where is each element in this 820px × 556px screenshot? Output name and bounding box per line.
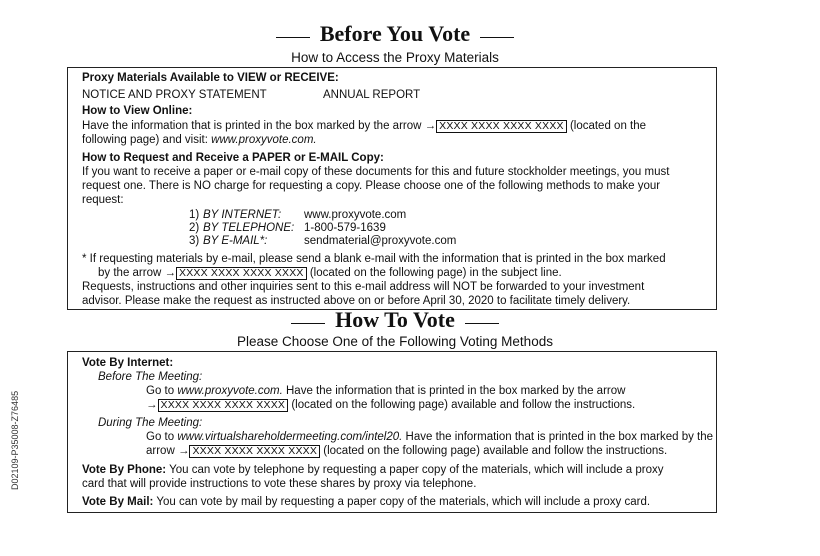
method-2-value[interactable]: 1-800-579-1639 [304, 222, 386, 234]
method-3-num: 3) [189, 235, 200, 247]
doc-annual-report: ANNUAL REPORT [323, 89, 421, 101]
email-note-line-4: advisor. Please make the request as instructed above on or before April 30, 2020 to facilitate timely delivery. [82, 295, 631, 307]
virtual-meeting-link[interactable]: www.virtualshareholdermeeting.com/intel20. [177, 431, 403, 443]
vote-phone-line-1 [82, 463, 664, 477]
doc-notice: NOTICE AND PROXY STATEMENT [82, 89, 267, 101]
proxyvote-link[interactable]: www.proxyvote.com. [177, 385, 283, 397]
request-line-1: If you want to receive a paper or e-mail copy of these documents for this and future stockholder meetings, you must [82, 166, 670, 178]
email-note-line-3: Requests, instructions and other inquiries sent to this e-mail address will NOT be forwarded to your investment [82, 281, 645, 293]
during-meeting-label: During The Meeting: [98, 417, 203, 429]
note-by: by [98, 267, 111, 279]
vote-phone-heading: Vote By Phone: [82, 464, 167, 476]
request-line-3: request: [82, 194, 124, 206]
section-subtitle: Please Choose One of the Following Voting Methods [237, 334, 553, 349]
view-online-text [82, 119, 646, 133]
request-heading: How to Request and Receive a PAPER or E-MAIL Copy: [82, 152, 384, 164]
before-instructions: Have the information that is printed in the box marked by the arrow [286, 385, 626, 397]
during-instructions: Have the information that is printed in the box marked by the [405, 431, 714, 443]
section-subtitle: How to Access the Proxy Materials [291, 50, 499, 65]
arrow-icon: → [146, 399, 158, 411]
vote-phone-text: You can vote by telephone by requesting a paper copy of the materials, which will include a proxy [169, 464, 664, 476]
before-you-vote-heading [0, 21, 790, 46]
view-online-text-cont [82, 133, 317, 147]
section-title: Before You Vote [319, 21, 471, 46]
go-to-text: Go to [146, 385, 175, 397]
control-number-box: XXXX XXXX XXXX XXXX [176, 267, 307, 280]
note-subject-text: (located on the following page) in the subject line. [309, 267, 562, 279]
before-meeting-text-1 [146, 384, 625, 398]
document-code: D02109-P35008-Z76485 [10, 390, 20, 490]
method-3-value[interactable]: sendmaterial@proxyvote.com [304, 235, 457, 247]
during-meeting-text-2 [146, 444, 667, 458]
vote-mail-text: You can vote by mail by requesting a paper copy of the materials, which will include a proxy card. [156, 496, 651, 508]
vote-mail-heading: Vote By Mail: [82, 496, 154, 508]
heading-rule-right [480, 37, 514, 38]
vote-internet-heading: Vote By Internet: [82, 357, 174, 369]
request-line-2: request one. There is NO charge for requesting a copy. Please choose one of the following methods to make your [82, 180, 661, 192]
email-note-line-2 [98, 266, 562, 280]
email-note-line-1: * If requesting materials by e-mail, please send a blank e-mail with the information that is printed in the box marked [82, 253, 666, 265]
view-text-part3: following page) and visit: [82, 134, 208, 146]
method-2-num: 2) [189, 222, 200, 234]
method-3-label: BY E-MAIL*: [203, 235, 268, 247]
materials-heading: Proxy Materials Available to VIEW or RECEIVE: [82, 72, 339, 84]
arrow-text: arrow → [146, 445, 190, 457]
method-1-value[interactable]: www.proxyvote.com [304, 209, 407, 221]
control-number-box: XXXX XXXX XXXX XXXX [189, 445, 320, 458]
before-meeting-label: Before The Meeting: [98, 371, 203, 383]
before-instructions-cont: (located on the following page) available and follow the instructions. [291, 399, 636, 411]
note-arrow-text: the arrow → [113, 267, 176, 279]
view-text-part2: (located on the [569, 120, 647, 132]
go-to-text: Go to [146, 431, 175, 443]
control-number-box: XXXX XXXX XXXX XXXX [436, 120, 567, 133]
during-meeting-text-1 [146, 430, 713, 444]
heading-rule-left [291, 323, 325, 324]
control-number-box: XXXX XXXX XXXX XXXX [158, 399, 289, 412]
during-instructions-cont: (located on the following page) available and follow the instructions. [323, 445, 668, 457]
method-1-num: 1) [189, 209, 200, 221]
view-online-heading: How to View Online: [82, 105, 193, 117]
heading-rule-left [276, 37, 310, 38]
proxyvote-link[interactable]: www.proxyvote.com. [211, 134, 317, 146]
view-text-part1: Have the information that is printed in the box marked by the arrow → [82, 120, 437, 132]
before-meeting-text-2 [146, 398, 635, 412]
heading-rule-right [465, 323, 499, 324]
vote-mail-line [82, 495, 650, 509]
method-2-label: BY TELEPHONE: [203, 222, 295, 234]
vote-phone-line-2: card that will provide instructions to vote these shares by proxy via telephone. [82, 478, 477, 490]
section-title: How To Vote [335, 307, 455, 332]
how-to-vote-heading [0, 307, 790, 332]
method-1-label: BY INTERNET: [203, 209, 282, 221]
